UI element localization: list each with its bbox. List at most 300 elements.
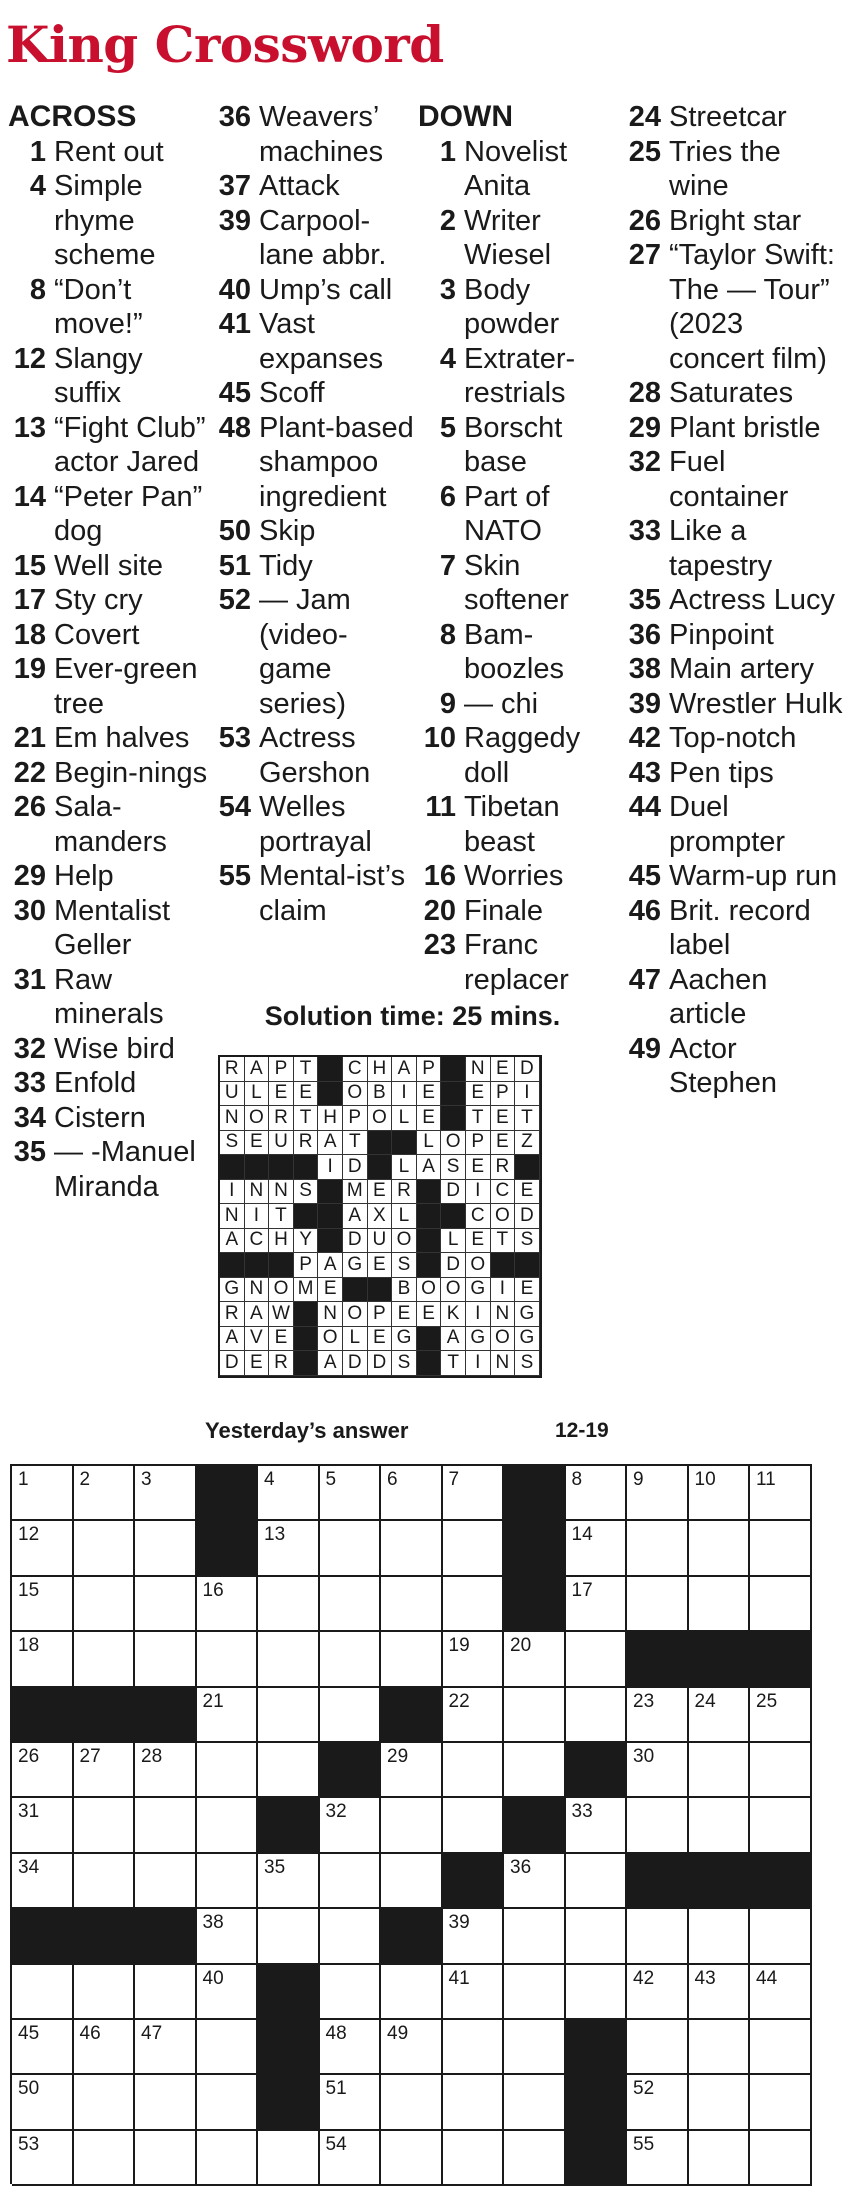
grid-square[interactable] xyxy=(258,1743,320,1798)
grid-square[interactable] xyxy=(566,1909,628,1964)
solution-letter: C xyxy=(466,1204,491,1229)
grid-square[interactable] xyxy=(135,1577,197,1632)
solution-letter: I xyxy=(491,1278,516,1303)
grid-square[interactable] xyxy=(12,1466,74,1521)
solution-block xyxy=(417,1229,442,1254)
grid-square[interactable] xyxy=(750,1909,812,1964)
square-number: 46 xyxy=(79,2022,101,2044)
grid-square[interactable] xyxy=(381,2020,443,2075)
grid-square[interactable] xyxy=(689,2075,751,2130)
grid-square[interactable] xyxy=(627,1798,689,1853)
clue-number: 52 xyxy=(218,584,251,616)
grid-square[interactable] xyxy=(627,2075,689,2130)
grid-square[interactable] xyxy=(689,2131,751,2186)
grid-square[interactable] xyxy=(504,1632,566,1687)
grid-square[interactable] xyxy=(381,1965,443,2020)
solution-letter: I xyxy=(318,1155,343,1180)
grid-square[interactable] xyxy=(320,1521,382,1576)
grid-square[interactable] xyxy=(504,1909,566,1964)
clue-text: Wrestler Hulk xyxy=(669,687,843,720)
solution-letter: T xyxy=(441,1351,466,1376)
grid-square[interactable] xyxy=(504,1965,566,2020)
clue-8 xyxy=(8,273,213,342)
grid-square[interactable] xyxy=(12,1854,74,1909)
solution-letter: G xyxy=(466,1327,491,1352)
grid-square[interactable] xyxy=(381,2131,443,2186)
grid-square[interactable] xyxy=(566,1577,628,1632)
grid-square[interactable] xyxy=(197,1854,259,1909)
grid-square[interactable] xyxy=(504,2075,566,2130)
grid-square[interactable] xyxy=(627,2131,689,2186)
grid-block xyxy=(74,1909,136,1964)
solution-block xyxy=(441,1204,466,1229)
clue-text: Streetcar xyxy=(669,101,787,133)
clue-3 xyxy=(418,273,623,342)
solution-letter: E xyxy=(245,1351,270,1376)
grid-square[interactable] xyxy=(443,2075,505,2130)
grid-square[interactable] xyxy=(443,1466,505,1521)
clue-9 xyxy=(418,687,623,722)
solution-letter: C xyxy=(343,1057,368,1082)
clue-number: 1 xyxy=(439,135,456,168)
clue-number: 36 xyxy=(628,618,661,651)
square-number: 44 xyxy=(756,1967,778,1989)
clue-19 xyxy=(8,652,213,721)
grid-square[interactable] xyxy=(74,1466,136,1521)
clue-7 xyxy=(418,549,623,618)
solution-letter: R xyxy=(294,1131,319,1156)
clue-10 xyxy=(418,721,623,790)
solution-letter: T xyxy=(515,1106,540,1131)
clue-text: Body powder xyxy=(464,273,560,340)
solution-block xyxy=(368,1131,393,1156)
solution-letter: O xyxy=(491,1327,516,1352)
clue-35 xyxy=(8,1135,213,1204)
clue-text: Scoff xyxy=(259,377,325,409)
clue-47 xyxy=(623,963,843,1032)
grid-square[interactable] xyxy=(197,1743,259,1798)
grid-square[interactable] xyxy=(135,1521,197,1576)
grid-square[interactable] xyxy=(627,1743,689,1798)
grid-square[interactable] xyxy=(443,1521,505,1576)
clue-11 xyxy=(418,790,623,859)
clue-34 xyxy=(8,1101,213,1136)
grid-square[interactable] xyxy=(197,2020,259,2075)
grid-square[interactable] xyxy=(566,1688,628,1743)
grid-square[interactable] xyxy=(627,1909,689,1964)
grid-square[interactable] xyxy=(12,2020,74,2075)
clue-number: 27 xyxy=(628,239,661,271)
grid-square[interactable] xyxy=(750,1965,812,2020)
clue-number: 39 xyxy=(218,204,251,237)
clue-55 xyxy=(213,859,418,928)
solution-letter: A xyxy=(220,1327,245,1352)
grid-square[interactable] xyxy=(443,1909,505,1964)
clue-29 xyxy=(623,411,843,446)
grid-square[interactable] xyxy=(197,2131,259,2186)
solution-letter: O xyxy=(466,1253,491,1278)
grid-square[interactable] xyxy=(258,1688,320,1743)
grid-square[interactable] xyxy=(258,1854,320,1909)
clue-number: 49 xyxy=(628,1032,661,1065)
solution-letter: V xyxy=(245,1327,270,1352)
grid-square[interactable] xyxy=(689,2020,751,2075)
grid-square[interactable] xyxy=(320,1909,382,1964)
grid-block xyxy=(135,1909,197,1964)
clue-1 xyxy=(8,135,213,170)
grid-square[interactable] xyxy=(320,2020,382,2075)
solution-letter: B xyxy=(368,1082,393,1107)
clue-text: Actor Stephen xyxy=(669,1032,778,1099)
clue-number: 35 xyxy=(628,584,661,616)
square-number: 22 xyxy=(448,1690,470,1712)
clue-text: Ump’s call xyxy=(259,273,393,306)
square-number: 54 xyxy=(325,2133,347,2155)
grid-block xyxy=(750,1854,812,1909)
grid-square[interactable] xyxy=(750,1466,812,1521)
solution-letter: O xyxy=(368,1106,393,1131)
solution-letter: O xyxy=(441,1278,466,1303)
grid-square[interactable] xyxy=(566,1854,628,1909)
clue-number: 16 xyxy=(423,860,456,892)
grid-square[interactable] xyxy=(443,1743,505,1798)
grid-square[interactable] xyxy=(750,1688,812,1743)
grid-square[interactable] xyxy=(504,1743,566,1798)
clue-number: 32 xyxy=(628,446,661,478)
grid-square[interactable] xyxy=(74,1743,136,1798)
solution-letter: D xyxy=(343,1155,368,1180)
grid-square[interactable] xyxy=(197,1577,259,1632)
grid-square[interactable] xyxy=(381,1798,443,1853)
grid-square[interactable] xyxy=(197,1909,259,1964)
square-number: 28 xyxy=(141,1745,163,1767)
clue-number: 28 xyxy=(628,377,661,409)
grid-square[interactable] xyxy=(627,1965,689,2020)
grid-square[interactable] xyxy=(74,2075,136,2130)
grid-square[interactable] xyxy=(504,2020,566,2075)
grid-square[interactable] xyxy=(74,1577,136,1632)
grid-square[interactable] xyxy=(12,1798,74,1853)
grid-square[interactable] xyxy=(135,2075,197,2130)
grid-square[interactable] xyxy=(135,1466,197,1521)
clue-number: 33 xyxy=(628,515,661,547)
grid-square[interactable] xyxy=(689,1577,751,1632)
grid-square[interactable] xyxy=(750,2020,812,2075)
square-number: 21 xyxy=(202,1690,224,1712)
clue-4 xyxy=(418,342,623,411)
grid-block xyxy=(566,1743,628,1798)
grid-square[interactable] xyxy=(566,1521,628,1576)
grid-square[interactable] xyxy=(135,2020,197,2075)
solution-letter: A xyxy=(318,1131,343,1156)
clue-text: — Jam (video-game series) xyxy=(259,584,351,720)
clue-number: 13 xyxy=(13,411,46,444)
solution-letter: U xyxy=(368,1229,393,1254)
clue-6 xyxy=(418,480,623,549)
solution-letter: P xyxy=(417,1057,442,1082)
grid-square[interactable] xyxy=(750,1521,812,1576)
grid-square[interactable] xyxy=(381,1521,443,1576)
clue-text: Carpool-lane abbr. xyxy=(259,204,387,271)
grid-square[interactable] xyxy=(12,2075,74,2130)
solution-letter: A xyxy=(245,1057,270,1082)
solution-letter: L xyxy=(392,1155,417,1180)
clue-text: Mentalist Geller xyxy=(54,894,171,961)
square-number: 50 xyxy=(18,2078,40,2100)
grid-square[interactable] xyxy=(627,1521,689,1576)
solution-letter: O xyxy=(245,1106,270,1131)
grid-square[interactable] xyxy=(320,1466,382,1521)
grid-square[interactable] xyxy=(74,1521,136,1576)
date-code: 12-19 xyxy=(555,1419,609,1442)
grid-square[interactable] xyxy=(627,2020,689,2075)
grid-block xyxy=(74,1688,136,1743)
solution-letter: E xyxy=(392,1302,417,1327)
grid-square[interactable] xyxy=(258,1909,320,1964)
clue-text: Sty cry xyxy=(54,584,143,616)
solution-letter: O xyxy=(318,1327,343,1352)
grid-square[interactable] xyxy=(381,1743,443,1798)
grid-square[interactable] xyxy=(443,1688,505,1743)
clue-number: 8 xyxy=(439,618,456,651)
square-number: 24 xyxy=(694,1690,716,1712)
solution-letter: T xyxy=(343,1131,368,1156)
grid-square[interactable] xyxy=(689,1466,751,1521)
clue-45 xyxy=(623,859,843,894)
solution-letter: T xyxy=(294,1106,319,1131)
solution-letter: A xyxy=(318,1253,343,1278)
grid-block xyxy=(504,1466,566,1521)
crossword-grid xyxy=(10,1464,812,2184)
clue-18 xyxy=(8,618,213,653)
clue-text: Pinpoint xyxy=(669,618,774,651)
solution-block xyxy=(515,1155,540,1180)
clue-number: 15 xyxy=(13,549,46,582)
grid-square[interactable] xyxy=(135,1632,197,1687)
clue-44 xyxy=(623,790,843,859)
solution-letter: N xyxy=(466,1057,491,1082)
clue-text: Enfold xyxy=(54,1067,137,1099)
grid-square[interactable] xyxy=(12,1743,74,1798)
grid-square[interactable] xyxy=(381,1577,443,1632)
grid-square[interactable] xyxy=(443,2020,505,2075)
clue-text: Em halves xyxy=(54,722,190,754)
solution-block xyxy=(269,1155,294,1180)
grid-square[interactable] xyxy=(320,1798,382,1853)
square-number: 19 xyxy=(448,1635,470,1657)
grid-square[interactable] xyxy=(320,2131,382,2186)
grid-square[interactable] xyxy=(320,1854,382,1909)
clue-31 xyxy=(8,963,213,1032)
clue-20 xyxy=(418,894,623,929)
grid-square[interactable] xyxy=(320,1632,382,1687)
grid-square[interactable] xyxy=(258,1632,320,1687)
clue-number: 8 xyxy=(29,273,46,306)
grid-square[interactable] xyxy=(258,1466,320,1521)
grid-square[interactable] xyxy=(627,1466,689,1521)
yesterday-caption xyxy=(205,1418,625,1444)
solution-block xyxy=(417,1180,442,1205)
grid-square[interactable] xyxy=(750,2131,812,2186)
grid-square[interactable] xyxy=(12,1632,74,1687)
grid-square[interactable] xyxy=(689,1521,751,1576)
grid-square[interactable] xyxy=(74,1965,136,2020)
grid-square[interactable] xyxy=(504,2131,566,2186)
grid-square[interactable] xyxy=(258,1521,320,1576)
solution-letter: O xyxy=(343,1302,368,1327)
grid-square[interactable] xyxy=(504,1854,566,1909)
grid-square[interactable] xyxy=(74,2131,136,2186)
clue-text: Simple rhyme scheme xyxy=(54,170,156,271)
solution-block xyxy=(343,1278,368,1303)
solution-letter: A xyxy=(220,1229,245,1254)
solution-letter: E xyxy=(269,1082,294,1107)
clue-22 xyxy=(8,756,213,791)
grid-square[interactable] xyxy=(135,1854,197,1909)
grid-square[interactable] xyxy=(689,1909,751,1964)
grid-square[interactable] xyxy=(74,2020,136,2075)
grid-square[interactable] xyxy=(197,1798,259,1853)
square-number: 34 xyxy=(18,1856,40,1878)
grid-square[interactable] xyxy=(197,1965,259,2020)
down-heading: DOWN xyxy=(418,100,513,133)
grid-square[interactable] xyxy=(381,1854,443,1909)
grid-square[interactable] xyxy=(320,1577,382,1632)
grid-square[interactable] xyxy=(566,1632,628,1687)
solution-letter: M xyxy=(343,1180,368,1205)
grid-square[interactable] xyxy=(12,2131,74,2186)
square-number: 26 xyxy=(18,1745,40,1767)
grid-square[interactable] xyxy=(135,1798,197,1853)
clue-number: 21 xyxy=(13,722,46,754)
grid-square[interactable] xyxy=(74,1798,136,1853)
grid-square[interactable] xyxy=(135,1743,197,1798)
solution-letter: L xyxy=(392,1204,417,1229)
solution-letter: O xyxy=(343,1082,368,1107)
grid-square[interactable] xyxy=(135,2131,197,2186)
clue-text: “Taylor Swift: The — Tour” (2023 concert film) xyxy=(669,239,835,375)
solution-block xyxy=(318,1082,343,1107)
solution-block xyxy=(294,1351,319,1376)
clue-29 xyxy=(8,859,213,894)
grid-square[interactable] xyxy=(197,1632,259,1687)
grid-square[interactable] xyxy=(443,2131,505,2186)
grid-block xyxy=(627,1854,689,1909)
solution-letter: T xyxy=(294,1057,319,1082)
grid-square[interactable] xyxy=(627,1688,689,1743)
grid-square[interactable] xyxy=(12,1577,74,1632)
solution-letter: I xyxy=(392,1082,417,1107)
clue-text: Aachen article xyxy=(669,963,768,1030)
square-number: 42 xyxy=(633,1967,655,1989)
clue-52 xyxy=(213,583,418,721)
grid-block xyxy=(627,1632,689,1687)
grid-square[interactable] xyxy=(12,1521,74,1576)
grid-square[interactable] xyxy=(750,2075,812,2130)
solution-letter: D xyxy=(441,1180,466,1205)
grid-square[interactable] xyxy=(197,1688,259,1743)
grid-square[interactable] xyxy=(135,1965,197,2020)
grid-square[interactable] xyxy=(320,1688,382,1743)
grid-square[interactable] xyxy=(381,1632,443,1687)
clue-5 xyxy=(418,411,623,480)
grid-square[interactable] xyxy=(320,2075,382,2130)
solution-letter: E xyxy=(318,1278,343,1303)
clue-text: Writer Wiesel xyxy=(464,204,552,271)
square-number: 36 xyxy=(510,1856,532,1878)
grid-square[interactable] xyxy=(750,1798,812,1853)
grid-square[interactable] xyxy=(443,1632,505,1687)
solution-letter: I xyxy=(220,1180,245,1205)
clue-text: Like a tapestry xyxy=(669,515,773,582)
grid-square[interactable] xyxy=(750,1743,812,1798)
grid-square[interactable] xyxy=(689,1798,751,1853)
solution-letter: A xyxy=(417,1155,442,1180)
grid-square[interactable] xyxy=(566,1466,628,1521)
solution-letter: L xyxy=(343,1327,368,1352)
grid-square[interactable] xyxy=(689,1743,751,1798)
solution-letter: U xyxy=(269,1131,294,1156)
solution-letter: N xyxy=(491,1302,516,1327)
grid-square[interactable] xyxy=(381,2075,443,2130)
grid-square[interactable] xyxy=(504,1688,566,1743)
clue-number: 4 xyxy=(29,170,46,202)
solution-letter: D xyxy=(368,1351,393,1376)
clue-number: 17 xyxy=(13,584,46,616)
clue-number: 9 xyxy=(439,687,456,720)
grid-square[interactable] xyxy=(750,1577,812,1632)
solution-block xyxy=(245,1253,270,1278)
solution-letter: P xyxy=(269,1057,294,1082)
grid-square[interactable] xyxy=(443,1798,505,1853)
grid-square[interactable] xyxy=(689,1688,751,1743)
clue-23 xyxy=(418,928,623,997)
grid-square[interactable] xyxy=(627,1577,689,1632)
solution-letter: G xyxy=(466,1278,491,1303)
solution-letter: X xyxy=(368,1204,393,1229)
clue-39 xyxy=(623,687,843,722)
grid-square[interactable] xyxy=(74,1854,136,1909)
grid-square[interactable] xyxy=(566,1798,628,1853)
grid-square[interactable] xyxy=(566,1965,628,2020)
grid-square[interactable] xyxy=(197,2075,259,2130)
clue-text: Borscht base xyxy=(464,411,563,478)
grid-square[interactable] xyxy=(320,1965,382,2020)
clue-2 xyxy=(418,204,623,273)
grid-square[interactable] xyxy=(443,1577,505,1632)
solution-block xyxy=(417,1204,442,1229)
grid-square[interactable] xyxy=(443,1965,505,2020)
grid-square[interactable] xyxy=(381,1466,443,1521)
solution-letter: B xyxy=(392,1278,417,1303)
grid-square[interactable] xyxy=(12,1965,74,2020)
clue-text: Actress Gershon xyxy=(259,722,371,789)
clue-text: Part of NATO xyxy=(464,480,550,547)
grid-block xyxy=(504,1577,566,1632)
clue-text: Skin softener xyxy=(464,549,569,616)
clue-number: 23 xyxy=(423,929,456,961)
solution-block xyxy=(368,1278,393,1303)
solution-block xyxy=(441,1106,466,1131)
grid-square[interactable] xyxy=(258,1577,320,1632)
solution-letter: N xyxy=(220,1204,245,1229)
grid-square[interactable] xyxy=(258,2131,320,2186)
grid-square[interactable] xyxy=(74,1632,136,1687)
clue-32 xyxy=(8,1032,213,1067)
grid-square[interactable] xyxy=(689,1965,751,2020)
solution-letter: N xyxy=(269,1180,294,1205)
clue-text: Duel prompter xyxy=(669,791,786,858)
